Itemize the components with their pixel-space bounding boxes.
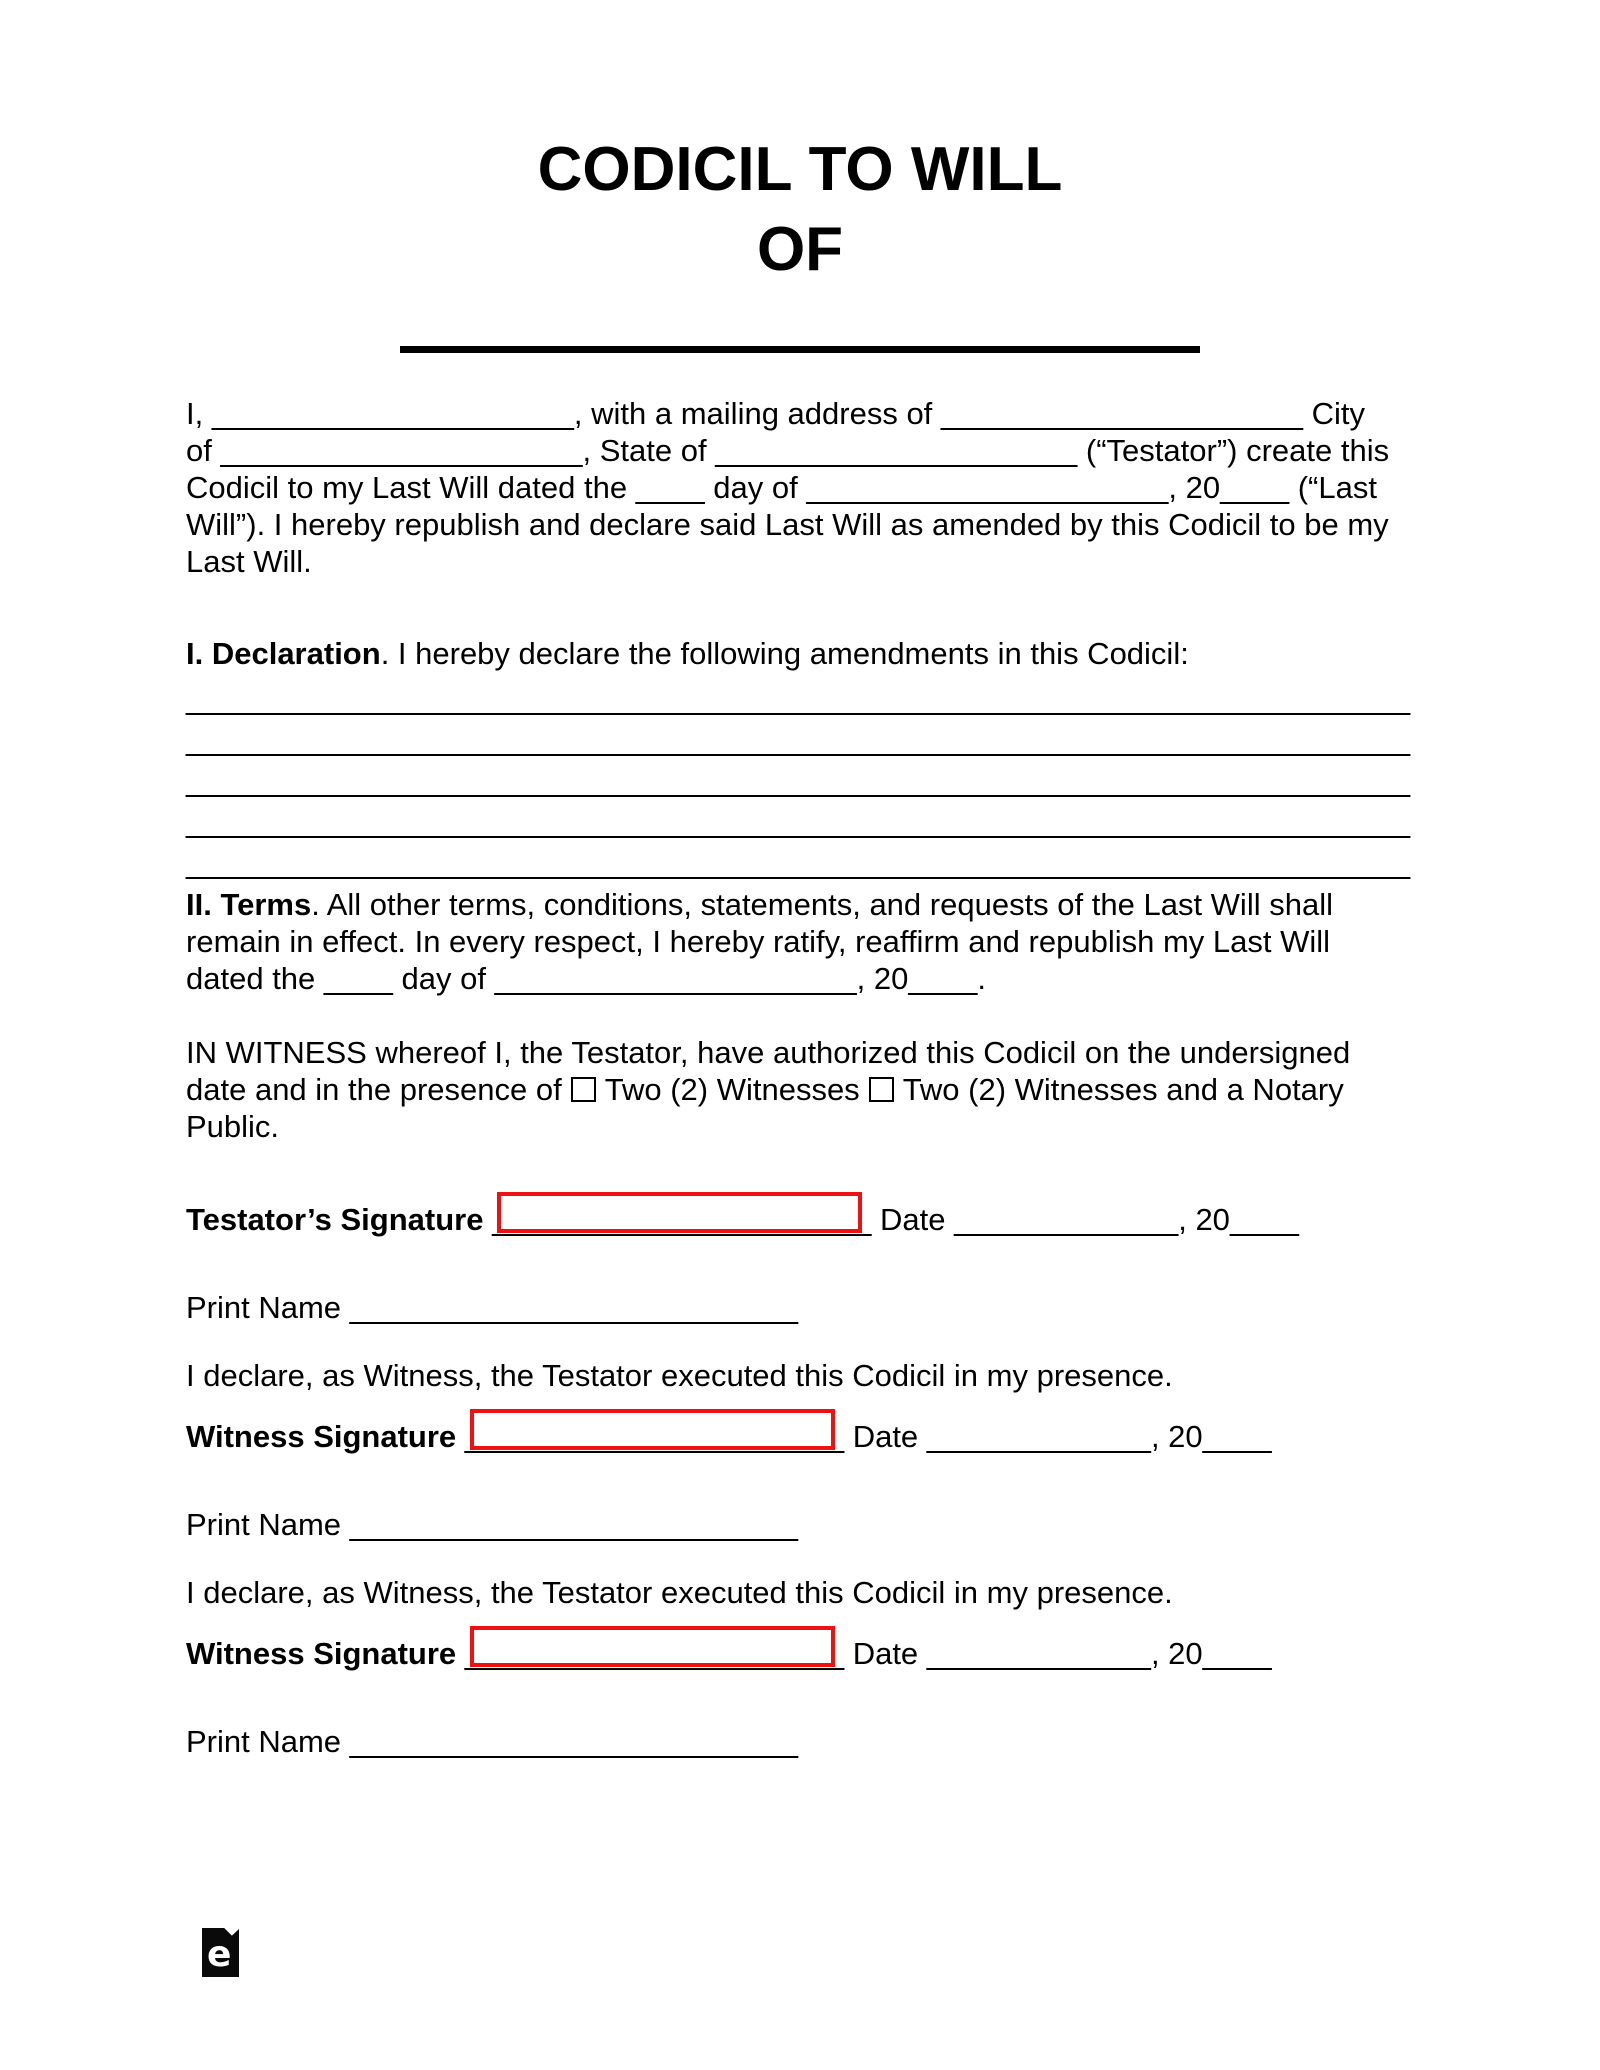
intro-line-5: Last Will. bbox=[186, 544, 312, 579]
witness2-signature-row bbox=[186, 1631, 1414, 1677]
terms-line-3 bbox=[186, 960, 1414, 997]
witness1-print-name-row bbox=[186, 1506, 1414, 1543]
witness1-print-name-field[interactable]: __________________________ bbox=[349, 1507, 798, 1542]
witness1-signature-row bbox=[186, 1414, 1414, 1460]
declaration-blank-line-3[interactable]: _______________________________________________________________________ bbox=[186, 763, 1411, 798]
print-name-label: Print Name bbox=[186, 1290, 350, 1325]
state-field[interactable]: _____________________ bbox=[715, 433, 1078, 468]
intro-text: of bbox=[186, 433, 221, 468]
date-label: Date bbox=[844, 1419, 927, 1454]
witness-clause-paragraph bbox=[186, 1034, 1414, 1145]
terms-day-field[interactable]: ____ bbox=[323, 961, 393, 996]
terms-year-field[interactable]: ____ bbox=[908, 961, 978, 996]
witness2-signature-blank-line: ______________________ bbox=[464, 1636, 845, 1671]
terms-text: . bbox=[977, 961, 986, 996]
terms-heading-bold: II. Terms bbox=[186, 887, 312, 922]
year-prefix: , 20 bbox=[1150, 1419, 1203, 1454]
declaration-blank-line-1[interactable]: _______________________________________________________________________ bbox=[186, 681, 1411, 716]
document-content bbox=[0, 130, 1600, 1760]
eforms-logo-letter: e bbox=[207, 1934, 232, 1975]
year-prefix: , 20 bbox=[1150, 1636, 1203, 1671]
testator-signature-field[interactable] bbox=[492, 1197, 871, 1243]
will-day-field[interactable]: ____ bbox=[635, 470, 705, 505]
will-year-field[interactable]: ____ bbox=[1220, 470, 1290, 505]
intro-text: (“Testator”) create this bbox=[1077, 433, 1390, 468]
witness-clause-text: date and in the presence of bbox=[186, 1072, 562, 1107]
intro-line-3 bbox=[186, 469, 1414, 506]
witness-clause-line-1: IN WITNESS whereof I, the Testator, have authorized this Codicil on the undersigned bbox=[186, 1035, 1351, 1070]
witness1-date-field[interactable]: _____________ bbox=[926, 1419, 1151, 1454]
witness2-year-field[interactable]: ____ bbox=[1202, 1636, 1272, 1671]
intro-text: City bbox=[1302, 396, 1365, 431]
intro-text: day of bbox=[704, 470, 807, 505]
terms-month-field[interactable]: _____________________ bbox=[494, 961, 857, 996]
declaration-blank-lines bbox=[186, 678, 1414, 883]
testator-print-name-field[interactable]: __________________________ bbox=[349, 1290, 798, 1325]
intro-text: I, bbox=[186, 396, 212, 431]
two-witnesses-and-notary-checkbox[interactable] bbox=[869, 1077, 894, 1102]
intro-line-4: Will”). I hereby republish and declare said Last Will as amended by this Codicil to be my bbox=[186, 507, 1389, 542]
witness2-signature-field[interactable] bbox=[465, 1631, 844, 1677]
declaration-heading-text: . I hereby declare the following amendments in this Codicil: bbox=[380, 636, 1189, 671]
testator-signature-label: Testator’s Signature bbox=[186, 1202, 493, 1237]
intro-paragraph bbox=[186, 395, 1414, 580]
date-label: Date bbox=[844, 1636, 927, 1671]
title-line-1: CODICIL TO WILL bbox=[537, 135, 1063, 204]
print-name-label: Print Name bbox=[186, 1724, 350, 1759]
witness1-year-field[interactable]: ____ bbox=[1202, 1419, 1272, 1454]
terms-line-2: remain in effect. In every respect, I hereby ratify, reaffirm and republish my Last Will bbox=[186, 924, 1331, 959]
declaration-blank-line-4[interactable]: _______________________________________________________________________ bbox=[186, 804, 1411, 839]
eforms-logo bbox=[202, 1928, 239, 1977]
date-label: Date bbox=[871, 1202, 955, 1237]
terms-text: . All other terms, conditions, statements, and requests of the Last Will shall bbox=[311, 887, 1333, 922]
declaration-heading bbox=[186, 635, 1414, 672]
terms-text: day of bbox=[392, 961, 495, 996]
witness2-date-field[interactable]: _____________ bbox=[926, 1636, 1151, 1671]
testator-signature-highlight-box[interactable] bbox=[497, 1192, 862, 1233]
witnesses-option-label: Two (2) Witnesses bbox=[604, 1072, 860, 1107]
testator-name-field[interactable]: _____________________ bbox=[211, 396, 574, 431]
document-title bbox=[186, 130, 1414, 290]
witness2-declaration-note: I declare, as Witness, the Testator executed this Codicil in my presence. bbox=[186, 1575, 1173, 1610]
two-witnesses-checkbox[interactable] bbox=[571, 1077, 596, 1102]
testator-print-name-row bbox=[186, 1289, 1414, 1326]
terms-text: dated the bbox=[186, 961, 324, 996]
intro-line-2 bbox=[186, 432, 1414, 469]
intro-text: , State of bbox=[582, 433, 716, 468]
witness-clause-line-2 bbox=[186, 1071, 1414, 1108]
year-prefix: , 20 bbox=[1178, 1202, 1230, 1237]
witness-clause-line-3: Public. bbox=[186, 1109, 280, 1144]
witness1-signature-highlight-box[interactable] bbox=[470, 1409, 835, 1450]
city-field[interactable]: _____________________ bbox=[220, 433, 583, 468]
mailing-address-field[interactable]: _____________________ bbox=[940, 396, 1303, 431]
print-name-label: Print Name bbox=[186, 1507, 350, 1542]
witness2-print-name-field[interactable]: __________________________ bbox=[349, 1724, 798, 1759]
witness1-signature-label: Witness Signature bbox=[186, 1419, 465, 1454]
witness2-print-name-row bbox=[186, 1723, 1414, 1760]
intro-text: , 20 bbox=[1168, 470, 1221, 505]
witnesses-notary-option-label: Two (2) Witnesses and a Notary bbox=[902, 1072, 1344, 1107]
intro-line-1 bbox=[186, 395, 1414, 432]
will-month-field[interactable]: _____________________ bbox=[806, 470, 1169, 505]
declaration-heading-bold: I. Declaration bbox=[186, 636, 381, 671]
declaration-blank-line-5[interactable]: _______________________________________________________________________ bbox=[186, 845, 1411, 880]
title-line-2: OF bbox=[756, 215, 844, 284]
terms-text: , 20 bbox=[856, 961, 909, 996]
declaration-blank-line-2[interactable]: _______________________________________________________________________ bbox=[186, 722, 1411, 757]
testator-name-blank-line[interactable] bbox=[400, 346, 1200, 353]
witness1-declaration-note: I declare, as Witness, the Testator executed this Codicil in my presence. bbox=[186, 1358, 1173, 1393]
witness1-signature-field[interactable] bbox=[465, 1414, 844, 1460]
intro-text: , with a mailing address of bbox=[573, 396, 941, 431]
testator-year-field[interactable]: ____ bbox=[1229, 1202, 1299, 1237]
testator-signature-row bbox=[186, 1197, 1414, 1243]
witness1-signature-blank-line: ______________________ bbox=[464, 1419, 845, 1454]
terms-line-1 bbox=[186, 886, 1414, 923]
terms-paragraph bbox=[186, 886, 1414, 997]
testator-signature-blank-line: ______________________ bbox=[492, 1202, 872, 1237]
intro-text: (“Last bbox=[1289, 470, 1377, 505]
witness2-signature-highlight-box[interactable] bbox=[470, 1626, 835, 1667]
testator-date-field[interactable]: _____________ bbox=[954, 1202, 1179, 1237]
intro-text: Codicil to my Last Will dated the bbox=[186, 470, 636, 505]
witness2-signature-label: Witness Signature bbox=[186, 1636, 465, 1671]
